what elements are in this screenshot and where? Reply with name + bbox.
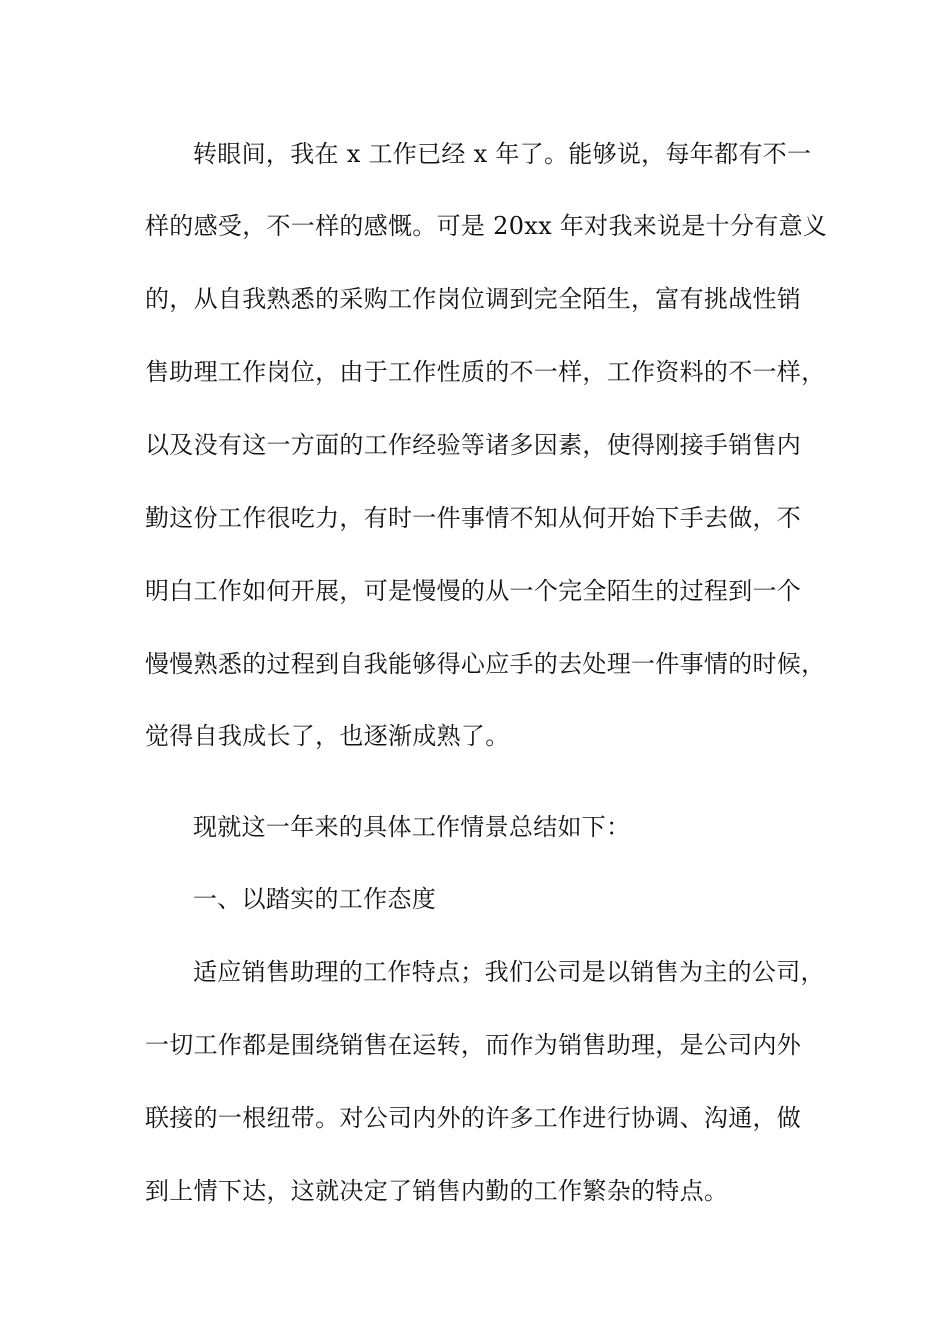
paragraph-1-line-7: 明白工作如何开展，可是慢慢的从一个完全陌生的过程到一个 (145, 577, 802, 605)
paragraph-1-line-9: 觉得自我成长了，也逐渐成熟了。 (145, 722, 510, 750)
paragraph-3-line-3: 联接的一根纽带。对公司内外的许多工作进行协调、沟通，做 (145, 1104, 802, 1132)
paragraph-1-line-4: 售助理工作岗位，由于工作性质的不一样，工作资料的不一样， (145, 358, 826, 386)
paragraph-3-line-1: 适应销售助理的工作特点；我们公司是以销售为主的公司， (193, 958, 825, 986)
paragraph-3-line-4: 到上情下达，这就决定了销售内勤的工作繁杂的特点。 (145, 1177, 729, 1205)
paragraph-1-line-8: 慢慢熟悉的过程到自我能够得心应手的去处理一件事情的时候， (145, 650, 826, 678)
paragraph-2: 现就这一年来的具体工作情景总结如下： (193, 813, 631, 841)
paragraph-1-line-6: 勤这份工作很吃力，有时一件事情不知从何开始下手去做，不 (145, 504, 802, 532)
paragraph-1-line-5: 以及没有这一方面的工作经验等诸多因素，使得刚接手销售内 (145, 431, 802, 459)
section-heading-1: 一、以踏实的工作态度 (193, 885, 436, 913)
paragraph-1-line-3: 的，从自我熟悉的采购工作岗位调到完全陌生，富有挑战性销 (145, 285, 802, 313)
paragraph-3-line-2: 一切工作都是围绕销售在运转，而作为销售助理，是公司内外 (145, 1031, 802, 1059)
paragraph-1-line-2: 样的感受，不一样的感慨。可是 20xx 年对我来说是十分有意义 (145, 212, 828, 240)
paragraph-1-line-1: 转眼间，我在 x 工作已经 x 年了。能够说，每年都有不一 (193, 140, 812, 168)
